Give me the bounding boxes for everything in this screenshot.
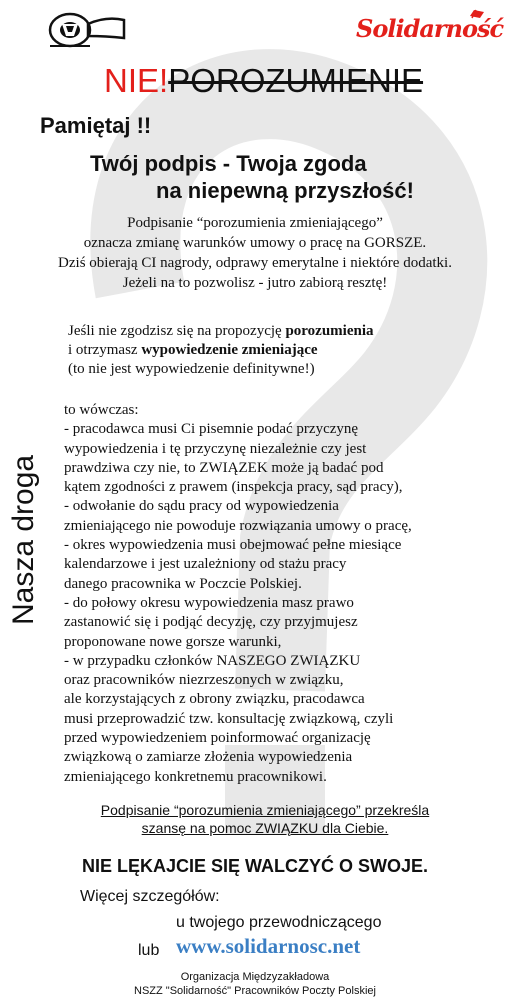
rights-list-line: prawdziwa czy nie, to ZWIĄZEK może ją badać pod (64, 459, 384, 476)
side-label-nasza-droga: Nasza droga (7, 454, 40, 625)
warning-line: szansę na pomoc ZWIĄZKU dla Ciebie. (141, 820, 389, 836)
rights-list-line: proponowane nowe gorsze warunki, (64, 633, 282, 650)
footer-line-1: Organizacja Międzyzakładowa (180, 971, 330, 983)
rights-list-line: przed wypowiedzeniem poinformować organizację (64, 730, 371, 747)
rights-list-line: - w przypadku członków NASZEGO ZWIĄZKU (64, 652, 361, 669)
details-lub: lub (138, 942, 160, 959)
intro-line: oznacza zmianę warunków umowy o pracę na GORSZE. (83, 235, 427, 251)
rights-list-line: kątem zgodności z prawem (inspekcja pracy, sąd pracy), (64, 479, 403, 496)
rights-list-line: danego pracownika w Poczcie Polskiej. (64, 575, 302, 592)
solidarnosc-logo-text: Solidarność (356, 14, 504, 43)
condition-line-3: (to nie jest wypowiedzenie definitywne!) (68, 361, 315, 377)
headline-line-1: Twój podpis - Twoja zgoda (90, 151, 367, 176)
rights-list-line: ale korzystających z obrony związku, pracodawca (64, 691, 365, 708)
title-porozumienie-struck: POROZUMIENIE (168, 62, 424, 99)
warning-statement (60, 801, 470, 837)
rights-list-line: to wówczas: (64, 402, 139, 418)
condition-bold: wypowiedzenie zmieniające (141, 342, 318, 358)
rights-list-line: musi przeprowadzić tzw. konsultację związkową, czyli (64, 710, 394, 727)
rights-list-line: związkową o zamiarze złożenia wypowiedzenia (64, 749, 353, 766)
rights-list-line: - pracodawca musi Ci pisemnie podać przyczynę (64, 421, 359, 438)
slogan: NIE LĘKAJCIE SIĘ WALCZYĆ O SWOJE. (81, 856, 429, 876)
intro-paragraph (0, 213, 510, 293)
condition-text: i otrzymasz (68, 342, 142, 358)
title (104, 62, 423, 100)
rights-list-line: - okres wypowiedzenia musi obejmować pełne miesiące (64, 537, 402, 554)
condition-paragraph (68, 322, 374, 379)
rights-list-line: zmieniającego konkretnemu pracownikowi. (64, 768, 327, 785)
rights-list (64, 401, 412, 787)
condition-bold: porozumienia (285, 323, 374, 339)
post-horn-eagle-logo (40, 6, 130, 54)
rights-list-line: - do połowy okresu wypowiedzenia masz prawo (64, 594, 354, 611)
condition-line-2 (68, 341, 374, 360)
condition-text: Jeśli nie zgodzisz się na propozycję (68, 323, 286, 339)
details-contact-chair: u twojego przewodniczącego (176, 914, 382, 931)
intro-line: Jeżeli na to pozwolisz - jutro zabiorą resztę! (122, 275, 388, 291)
intro-line: Dziś obierają CI nagrody, odprawy emerytalne i niektóre dodatki. (58, 255, 452, 271)
rights-list-line: - odwołanie do sądu pracy od wypowiedzenia (64, 498, 339, 515)
rights-list-line: zastanowić się i podjąć decyzję, czy przyjmujesz (64, 614, 358, 631)
solidarnosc-logo (352, 8, 502, 58)
details-label: Więcej szczegółów: (80, 888, 220, 905)
headline-line-2: na niepewną przyszłość! (156, 178, 414, 203)
rights-list-line: oraz pracowników niezrzeszonych w związku, (64, 672, 344, 689)
footer (0, 970, 510, 998)
title-nie: NIE! (104, 62, 169, 99)
reminder-heading: Pamiętaj !! (40, 113, 152, 138)
warning-line: Podpisanie “porozumienia zmieniającego” przekreśla (100, 802, 430, 818)
condition-line-1 (68, 322, 374, 341)
rights-list-line: kalendarzowe i jest uzależniony od stażu pracy (64, 556, 347, 573)
intro-line: Podpisanie “porozumienia zmieniającego” (127, 215, 383, 231)
footer-line-2: NSZZ "Solidarność" Pracowników Poczty Polskiej (134, 985, 376, 997)
rights-list-line: wypowiedzenia i tę przyczynę niezależnie czy jest (64, 440, 367, 457)
rights-list-line: zmieniającego nie powoduje rozwiązania umowy o pracę, (64, 517, 412, 534)
website-link[interactable]: www.solidarnosc.net (176, 934, 361, 958)
